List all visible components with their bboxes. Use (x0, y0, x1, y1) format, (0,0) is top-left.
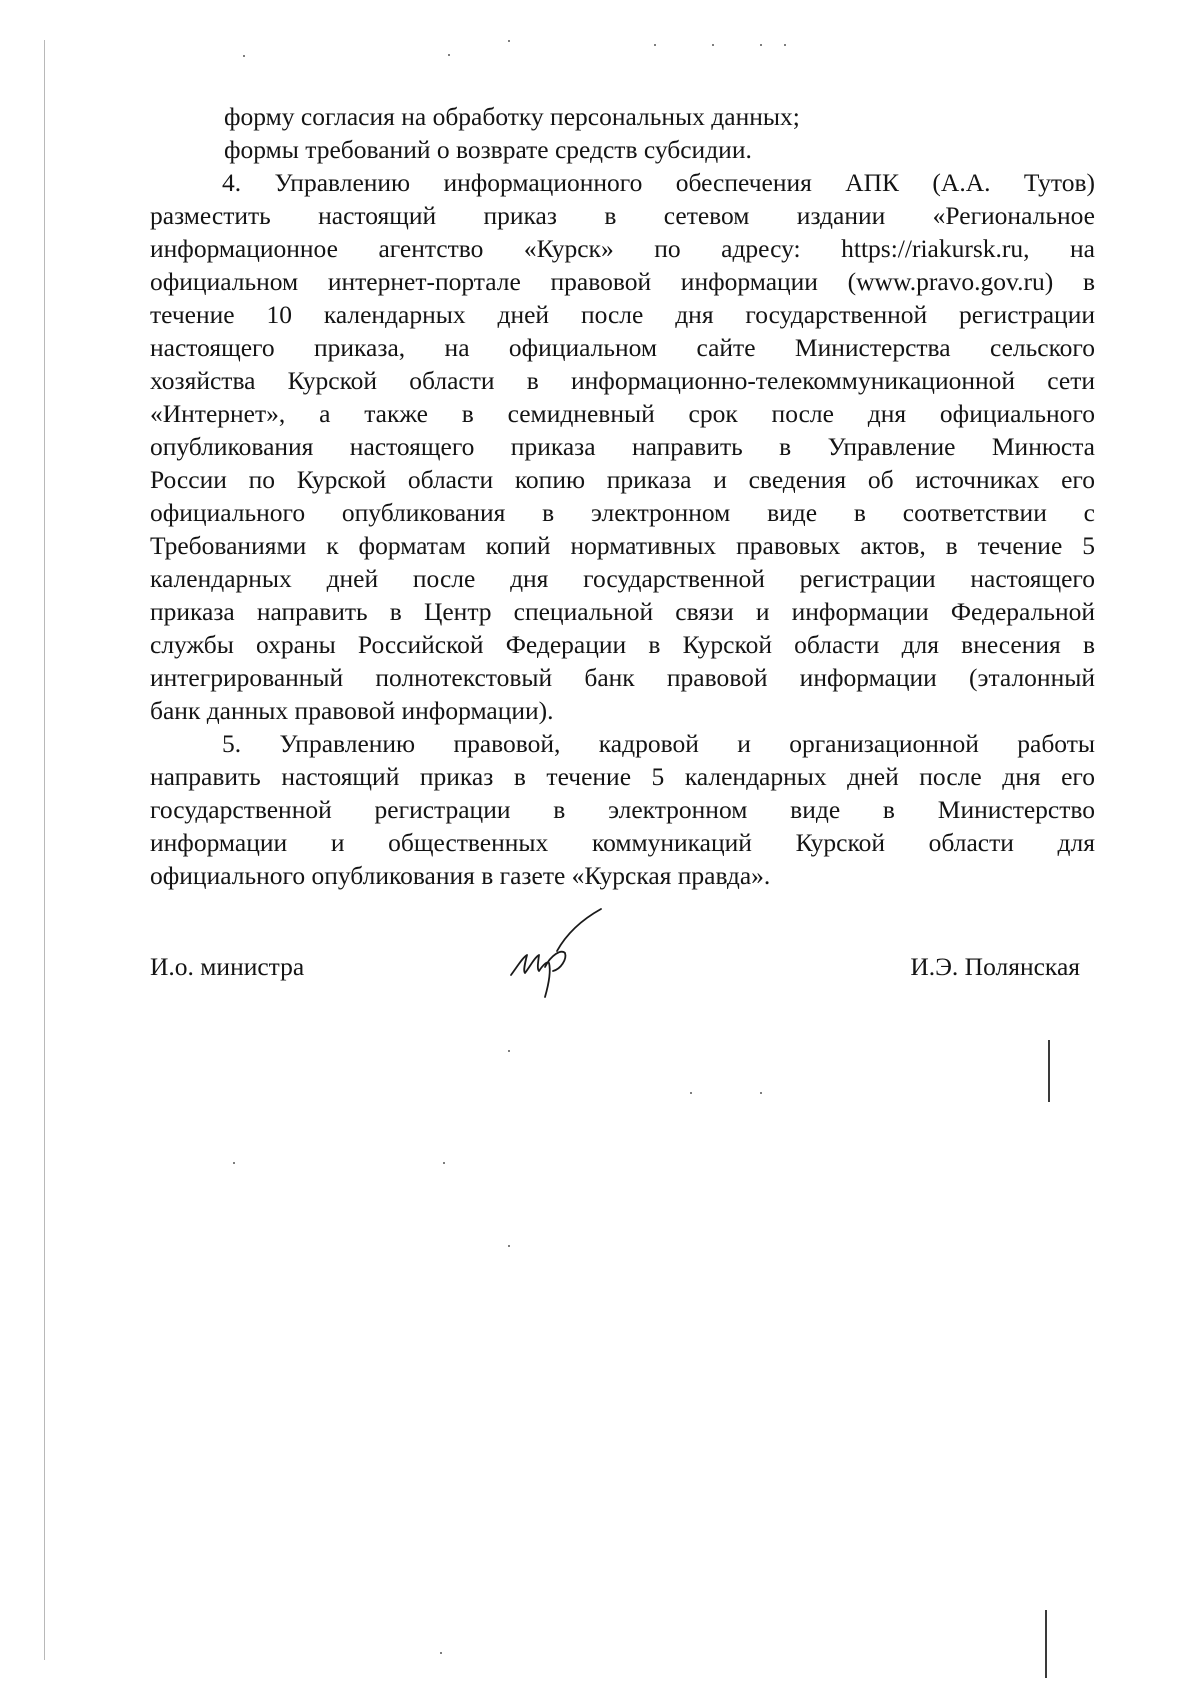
scan-speck (654, 44, 656, 46)
paragraph-4-line: «Интернет», а также в семидневный срок после дня официального (150, 399, 1095, 428)
paragraph-4-line: службы охраны Российской Федерации в Курской области для внесения в (150, 630, 1095, 659)
paragraph-4-line: России по Курской области копию приказа и сведения об источниках его (150, 465, 1095, 494)
paragraph-5-last-line: официального опубликования в газете «Курская правда». (150, 861, 771, 890)
scan-speck (508, 1245, 510, 1247)
scan-speck (760, 1092, 762, 1094)
paragraph-4-line: официального опубликования в электронном виде в соответствии с (150, 498, 1095, 527)
paragraph-4-line: хозяйства Курской области в информационно-телекоммуникационной сети (150, 366, 1095, 395)
paragraph-5-line: государственной регистрации в электронном виде в Министерство (150, 795, 1095, 824)
paragraph-4-line: календарных дней после дня государственной регистрации настоящего (150, 564, 1095, 593)
scan-speck (690, 1092, 692, 1094)
paragraph-4-line: информационное агентство «Курск» по адресу: https://riakursk.ru, на (150, 234, 1095, 263)
list-item-refund-forms: формы требований о возврате средств субсидии. (224, 135, 752, 164)
scan-speck (760, 44, 762, 46)
signatory-name: И.Э. Полянская (910, 952, 1080, 981)
scan-edge-line (44, 40, 45, 1660)
paragraph-4-line: 4. Управлению информационного обеспечения АПК (А.А. Тутов) (222, 168, 1095, 197)
paragraph-4-line: Требованиями к форматам копий нормативных правовых актов, в течение 5 (150, 531, 1095, 560)
scan-speck (784, 44, 786, 46)
scan-mark-line (1045, 1610, 1047, 1678)
scan-speck (508, 40, 510, 42)
paragraph-4-line: течение 10 календарных дней после дня государственной регистрации (150, 300, 1095, 329)
list-item-consent-form: форму согласия на обработку персональных данных; (224, 102, 800, 131)
paragraph-4-last-line: банк данных правовой информации). (150, 696, 554, 725)
scan-mark-line (1048, 1040, 1050, 1102)
paragraph-4-line: приказа направить в Центр специальной связи и информации Федеральной (150, 597, 1095, 626)
paragraph-4-line: официальном интернет-портале правовой информации (www.pravo.gov.ru) в (150, 267, 1095, 296)
signatory-position: И.о. министра (150, 952, 305, 981)
paragraph-4-line: интегрированный полнотекстовый банк правовой информации (эталонный (150, 663, 1095, 692)
scan-speck (508, 1050, 510, 1052)
handwritten-signature (505, 905, 605, 1000)
scan-speck (440, 1652, 442, 1654)
scan-speck (233, 1162, 235, 1164)
paragraph-5-line: 5. Управлению правовой, кадровой и организационной работы (222, 729, 1095, 758)
paragraph-5-line: направить настоящий приказ в течение 5 календарных дней после дня его (150, 762, 1095, 791)
paragraph-4-line: опубликования настоящего приказа направить в Управление Минюста (150, 432, 1095, 461)
scan-speck (243, 55, 245, 57)
paragraph-5-line: информации и общественных коммуникаций Курской области для (150, 828, 1095, 857)
paragraph-4-line: разместить настоящий приказ в сетевом издании «Региональное (150, 201, 1095, 230)
scan-speck (448, 54, 450, 56)
scan-speck (443, 1162, 445, 1164)
signature-row (150, 947, 1080, 987)
scan-speck (712, 44, 714, 46)
document-body (150, 100, 1095, 892)
paragraph-4-line: настоящего приказа, на официальном сайте Министерства сельского (150, 333, 1095, 362)
